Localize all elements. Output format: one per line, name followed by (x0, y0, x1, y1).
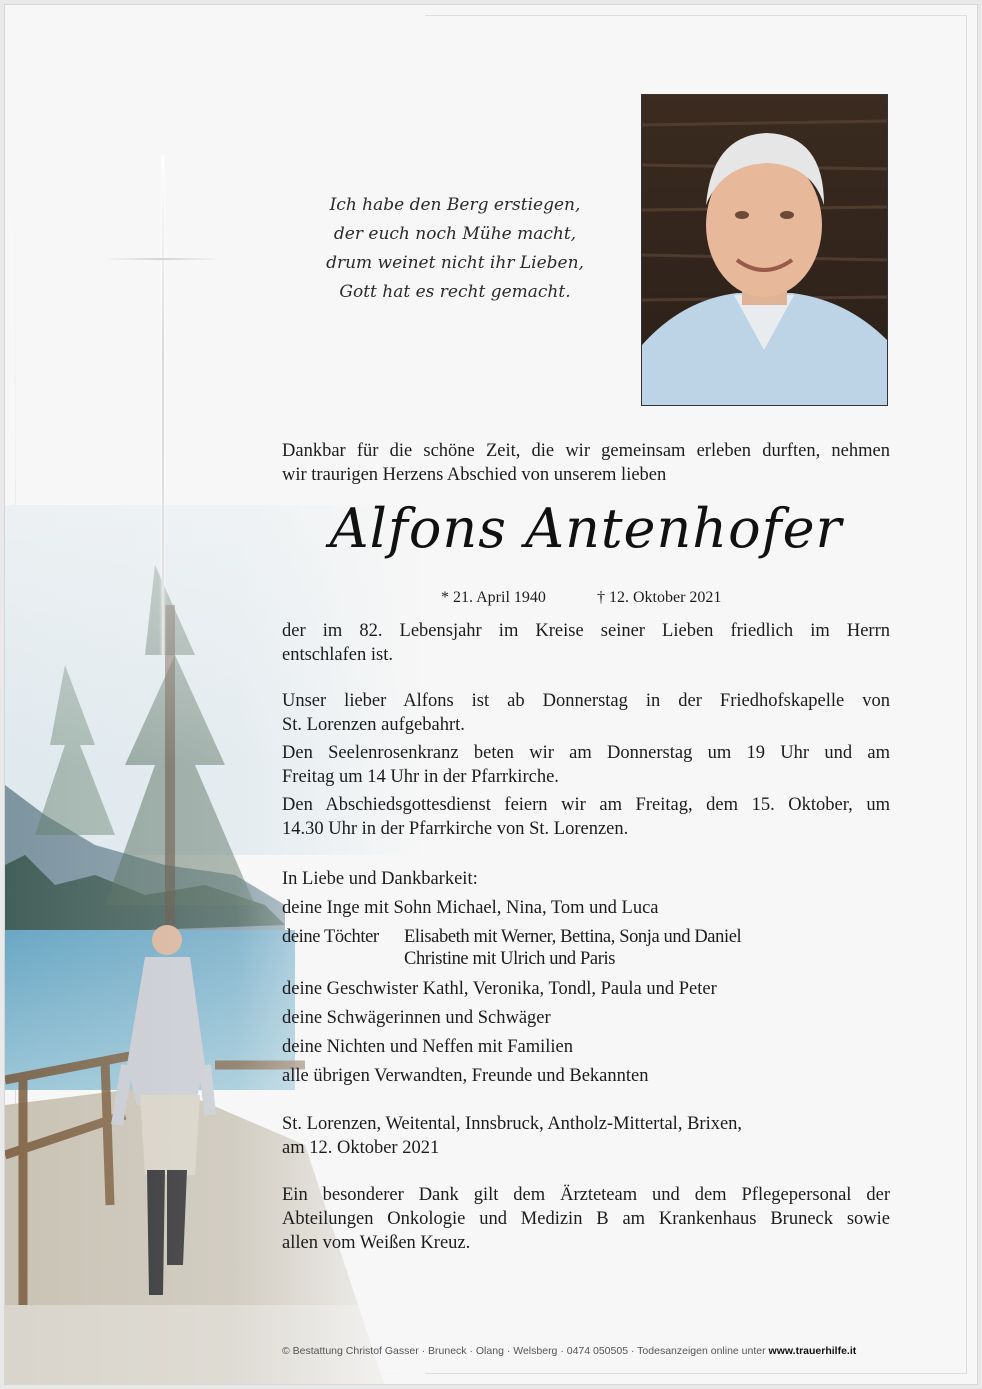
date-line: am 12. Oktober 2021 (282, 1138, 440, 1158)
place-line: St. Lorenzen, Weitental, Innsbruck, Antholz-Mittertal, Brixen, (282, 1114, 743, 1134)
family-nieces: deine Nichten und Neffen mit Familien (282, 1037, 573, 1057)
death-date: † 12. Oktober 2021 (597, 589, 722, 606)
announcement-line: Den Seelenrosenkranz beten wir am Donnerstag um 19 Uhr und am (282, 743, 890, 763)
portrait-photo (641, 94, 888, 406)
deceased-name: Alfons Antenhofer (329, 497, 843, 560)
place-date (282, 1112, 890, 1160)
footer-link[interactable]: www.trauerhilfe.it (768, 1345, 857, 1357)
thanks-line: Ein besonderer Dank gilt dem Ärzteteam und dem Pflegepersonal der (282, 1185, 890, 1205)
thanks-line: allen vom Weißen Kreuz. (282, 1233, 471, 1253)
announcement-paragraph (282, 741, 890, 789)
quote-line: Ich habe den Berg erstiegen, (329, 195, 581, 215)
family-daughters-label: deine Töchter (282, 927, 379, 947)
family-others: alle übrigen Verwandten, Freunde und Bekannten (282, 1066, 649, 1086)
quote-line: Gott hat es recht gemacht. (339, 282, 571, 302)
passing-line: entschlafen ist. (282, 645, 393, 665)
announcement-line: Freitag um 14 Uhr in der Pfarrkirche. (282, 767, 559, 787)
cross-symbol (107, 155, 217, 655)
passing-line: der im 82. Lebensjahr im Kreise seiner Lieben friedlich im Herrn (282, 621, 890, 641)
family-siblings: deine Geschwister Kathl, Veronika, Tondl, Paula und Peter (282, 979, 717, 999)
family-heading: In Liebe und Dankbarkeit: (282, 869, 478, 889)
announcement-paragraph (282, 689, 890, 737)
announcement-line: St. Lorenzen aufgebahrt. (282, 715, 465, 735)
footer-text: © Bestattung Christof Gasser · Bruneck · Olang · Welsberg · 0474 050505 · Todesanzeigen online unter (282, 1345, 769, 1357)
thanks-line: Abteilungen Onkologie und Medizin B am Krankenhaus Bruneck sowie (282, 1209, 890, 1229)
intro-line: Dankbar für die schöne Zeit, die wir gemeinsam erleben durften, nehmen (282, 441, 890, 461)
birth-date: * 21. April 1940 (441, 589, 546, 606)
quote-line: der euch noch Mühe macht, (333, 224, 577, 244)
memorial-quote (305, 191, 605, 307)
announcement-line: Unser lieber Alfons ist ab Donnerstag in der Friedhofskapelle von (282, 691, 890, 711)
family-daughter: Christine mit Ulrich und Paris (404, 949, 616, 969)
thanks-paragraph (282, 1183, 890, 1255)
passing-paragraph (282, 619, 890, 667)
footer (282, 1345, 890, 1357)
family-inlaws: deine Schwägerinnen und Schwäger (282, 1008, 551, 1028)
family-daughter: Elisabeth mit Werner, Bettina, Sonja und Daniel (404, 927, 742, 947)
quote-line: drum weinet nicht ihr Lieben, (326, 253, 584, 273)
announcement-paragraph (282, 793, 890, 841)
family-wife: deine Inge mit Sohn Michael, Nina, Tom und Luca (282, 898, 659, 918)
announcement-line: Den Abschiedsgottesdienst feiern wir am Freitag, dem 15. Oktober, um (282, 795, 890, 815)
intro-line: wir traurigen Herzens Abschied von unserem lieben (282, 465, 667, 485)
intro-paragraph (282, 439, 890, 487)
announcement-line: 14.30 Uhr in der Pfarrkirche von St. Lorenzen. (282, 819, 629, 839)
obituary-page (4, 4, 978, 1385)
